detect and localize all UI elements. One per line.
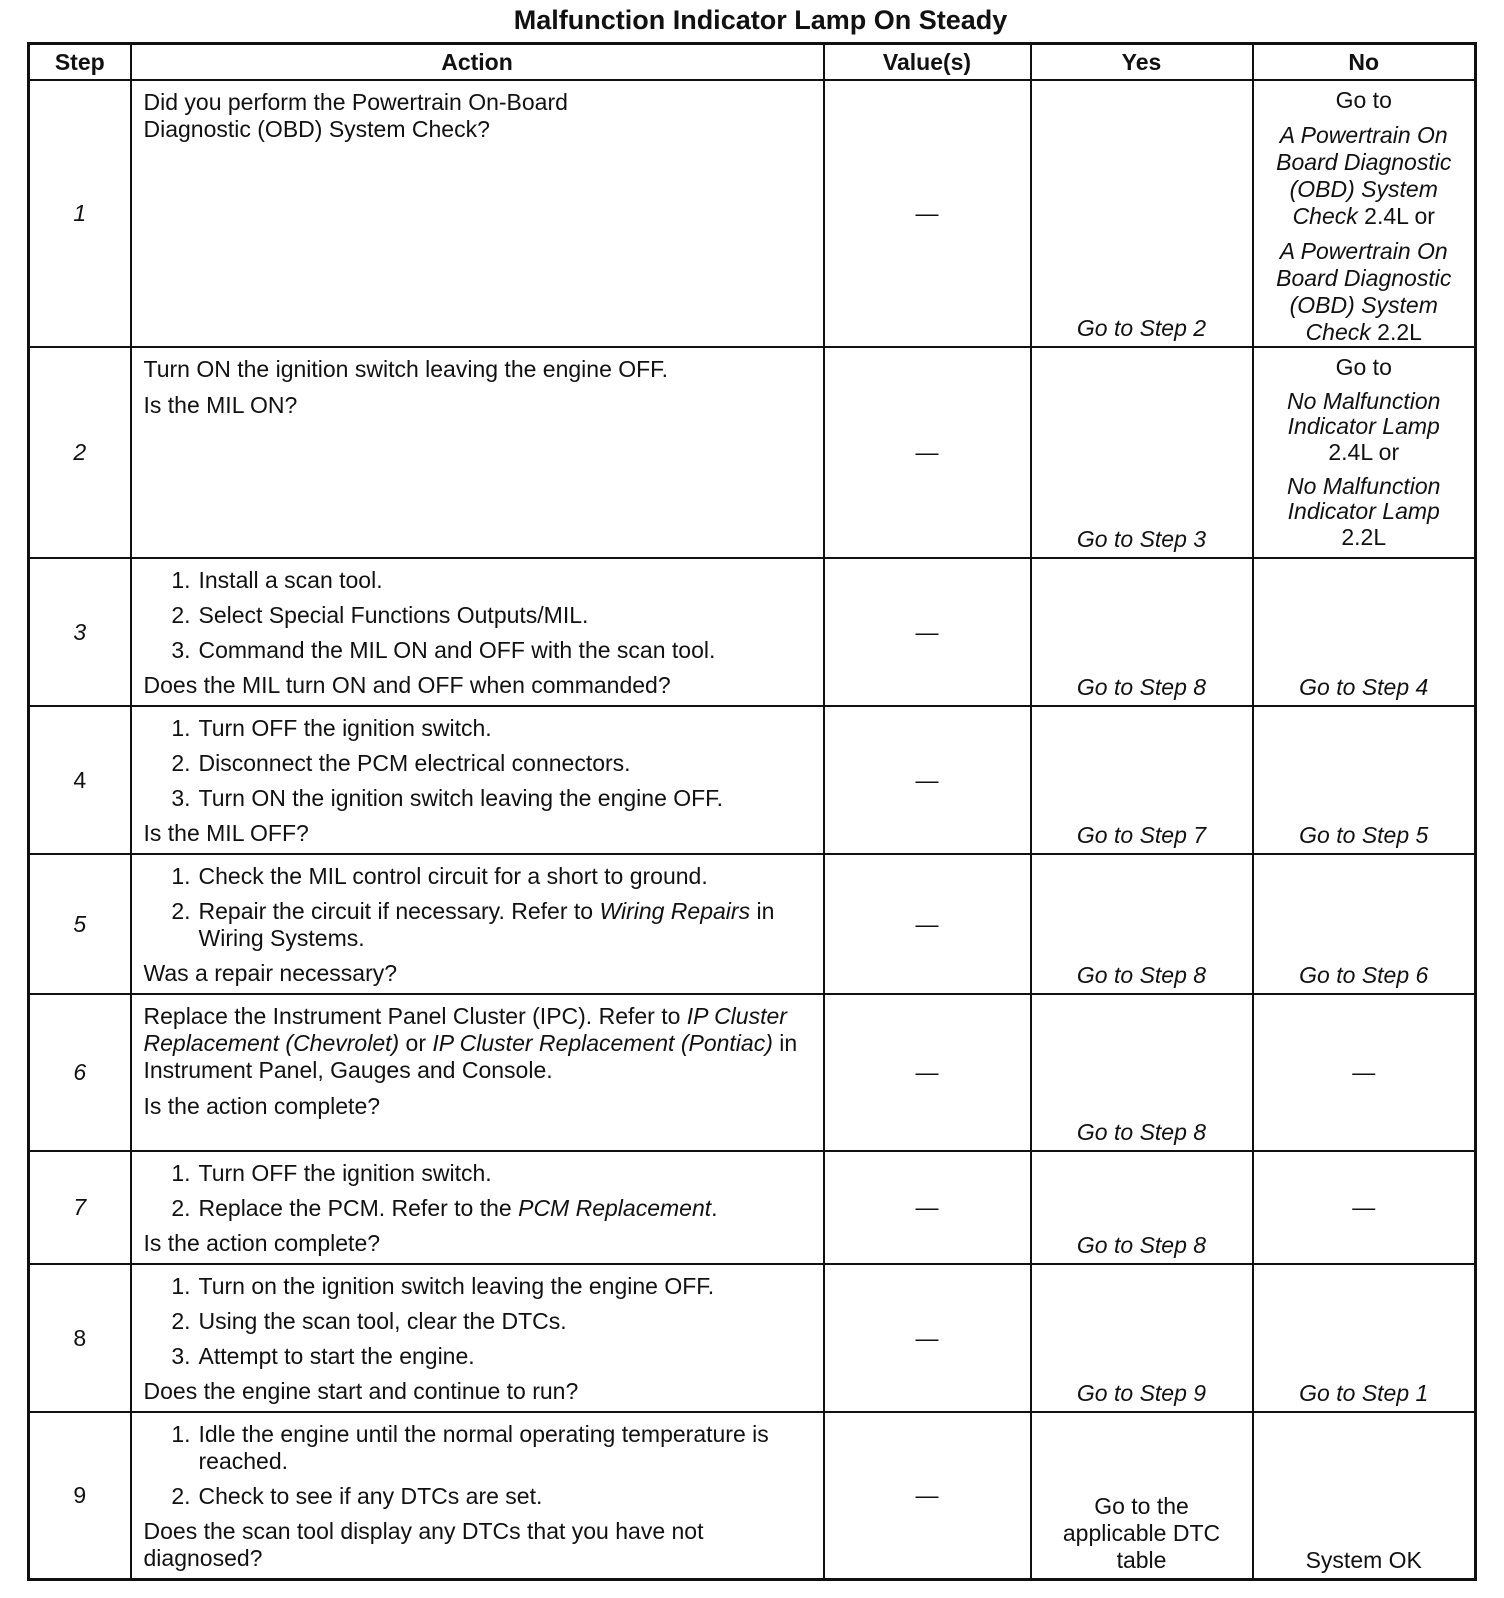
- list-item: 1. Install a scan tool.: [171, 567, 383, 593]
- no-reference-suffix: 2.2L: [1341, 524, 1387, 550]
- no-system-ok: System OK: [1305, 1547, 1422, 1573]
- header-no: No: [1253, 44, 1476, 81]
- table-row-step-1: [29, 80, 1476, 347]
- no-cell: [1253, 558, 1476, 706]
- table-row-step-6: [29, 994, 1476, 1151]
- action-cell: [131, 558, 824, 706]
- no-reference-suffix: 2.4L or: [1364, 203, 1435, 229]
- yes-go-to-step: Go to Step 8: [1076, 1232, 1207, 1258]
- action-text: Replace the Instrument Panel Cluster (IPC). Refer to IP Cluster Replacement (Chevrolet) or IP Cluster Replacement (Pontiac) in Instrument Panel, Gauges and Console.: [143, 1003, 798, 1083]
- step-number: 7: [29, 1151, 131, 1264]
- no-go-to-label: Go to: [1335, 354, 1392, 380]
- diagnostic-table: [27, 42, 1477, 1581]
- list-item: 3. Turn ON the ignition switch leaving the engine OFF.: [171, 785, 724, 811]
- no-cell: [1253, 706, 1476, 854]
- yes-go-to-step: Go to Step 8: [1076, 962, 1207, 988]
- value-cell: —: [824, 558, 1031, 706]
- yes-go-to-step: Go to Step 8: [1076, 1119, 1207, 1145]
- no-go-to-step: Go to Step 1: [1299, 1380, 1429, 1406]
- action-question: Is the MIL OFF?: [143, 820, 309, 846]
- table-row-step-3: [29, 558, 1476, 706]
- no-go-to-step: Go to Step 4: [1299, 674, 1429, 700]
- action-cell: [131, 1412, 824, 1580]
- action-cell: [131, 854, 824, 994]
- table-row-step-7: [29, 1151, 1476, 1264]
- no-go-to-label: Go to: [1335, 87, 1392, 113]
- header-action: Action: [131, 44, 824, 81]
- no-reference-suffix: 2.2L: [1377, 319, 1422, 345]
- action-line: Diagnostic (OBD) System Check?: [143, 116, 490, 142]
- no-cell: —: [1253, 1151, 1476, 1264]
- yes-cell: [1031, 1151, 1253, 1264]
- ip-cluster-chevrolet-link[interactable]: IP Cluster Replacement (Chevrolet): [143, 1003, 787, 1056]
- list-item: 1. Turn OFF the ignition switch.: [171, 715, 492, 741]
- no-cell: [1253, 347, 1476, 558]
- yes-cell: [1031, 706, 1253, 854]
- list-item: 2. Select Special Functions Outputs/MIL.: [171, 602, 589, 628]
- table-row-step-5: [29, 854, 1476, 994]
- list-item: 2. Replace the PCM. Refer to the PCM Replacement.: [171, 1195, 718, 1221]
- list-item: 1. Turn on the ignition switch leaving the engine OFF.: [171, 1273, 715, 1299]
- no-cell: [1253, 1412, 1476, 1580]
- no-go-to-step: Go to Step 6: [1299, 962, 1429, 988]
- yes-go-to-step: Go to Step 7: [1076, 822, 1207, 848]
- list-item: 2. Disconnect the PCM electrical connectors.: [171, 750, 631, 776]
- header-step: Step: [29, 44, 131, 81]
- document-title: Malfunction Indicator Lamp On Steady: [513, 5, 1008, 35]
- list-item: 2. Repair the circuit if necessary. Refer to Wiring Repairs in Wiring Systems.: [171, 898, 775, 951]
- action-question: Does the scan tool display any DTCs that you have not diagnosed?: [143, 1518, 704, 1571]
- no-cell: [1253, 854, 1476, 994]
- list-item: 2. Using the scan tool, clear the DTCs.: [171, 1308, 567, 1334]
- action-cell: [131, 706, 824, 854]
- wiring-repairs-link[interactable]: Wiring Repairs: [599, 898, 751, 924]
- table-row-step-9: [29, 1412, 1476, 1580]
- action-question: Is the MIL ON?: [143, 392, 298, 418]
- header-values: Value(s): [824, 44, 1031, 81]
- step-number: 2: [29, 347, 131, 558]
- yes-go-to-step: Go to Step 3: [1076, 526, 1207, 552]
- table-row-step-2: [29, 347, 1476, 558]
- step-number: 5: [29, 854, 131, 994]
- list-item: 1. Idle the engine until the normal operating temperature is reached.: [171, 1421, 769, 1474]
- value-cell: —: [824, 347, 1031, 558]
- list-item: 1. Check the MIL control circuit for a short to ground.: [171, 863, 708, 889]
- yes-go-to-step: Go to Step 2: [1076, 315, 1207, 341]
- yes-cell: [1031, 80, 1253, 347]
- action-cell: [131, 347, 824, 558]
- list-item: 1. Turn OFF the ignition switch.: [171, 1160, 492, 1186]
- action-cell: [131, 80, 824, 347]
- yes-go-to-step: Go to Step 9: [1076, 1380, 1207, 1406]
- no-reference-link[interactable]: A Powertrain On Board Diagnostic (OBD) System Check: [1276, 238, 1452, 345]
- step-number: 1: [29, 80, 131, 347]
- action-cell: [131, 994, 824, 1151]
- header-yes: Yes: [1031, 44, 1253, 81]
- step-number: 8: [29, 1264, 131, 1412]
- value-cell: —: [824, 1151, 1031, 1264]
- no-go-to-step: Go to Step 5: [1299, 822, 1429, 848]
- action-cell: [131, 1264, 824, 1412]
- action-question: Does the MIL turn ON and OFF when commanded?: [143, 672, 671, 698]
- list-item: 2. Check to see if any DTCs are set.: [171, 1483, 543, 1509]
- table-row-step-4: [29, 706, 1476, 854]
- ip-cluster-pontiac-link[interactable]: IP Cluster Replacement (Pontiac): [432, 1030, 773, 1056]
- value-cell: —: [824, 854, 1031, 994]
- no-reference-link[interactable]: No Malfunction Indicator Lamp: [1287, 473, 1441, 524]
- value-cell: —: [824, 1264, 1031, 1412]
- no-cell: —: [1253, 994, 1476, 1151]
- table-row-step-8: [29, 1264, 1476, 1412]
- yes-cell: [1031, 1412, 1253, 1580]
- step-number: 6: [29, 994, 131, 1151]
- yes-cell: [1031, 347, 1253, 558]
- action-question: Was a repair necessary?: [143, 960, 398, 986]
- yes-cell: [1031, 558, 1253, 706]
- action-cell: [131, 1151, 824, 1264]
- value-cell: —: [824, 706, 1031, 854]
- step-number: 4: [29, 706, 131, 854]
- yes-cell: [1031, 854, 1253, 994]
- yes-go-to-dtc-table: Go to the applicable DTC table: [1062, 1493, 1221, 1573]
- pcm-replacement-link[interactable]: PCM Replacement: [518, 1195, 712, 1221]
- no-reference-suffix: 2.4L or: [1328, 439, 1400, 465]
- list-item: 3. Command the MIL ON and OFF with the scan tool.: [171, 637, 716, 663]
- action-question: Is the action complete?: [143, 1093, 381, 1119]
- no-cell: [1253, 1264, 1476, 1412]
- value-cell: —: [824, 80, 1031, 347]
- action-question: Does the engine start and continue to run?: [143, 1378, 579, 1404]
- no-cell: [1253, 80, 1476, 347]
- yes-cell: [1031, 1264, 1253, 1412]
- no-reference-link[interactable]: No Malfunction Indicator Lamp: [1287, 388, 1441, 439]
- yes-cell: [1031, 994, 1253, 1151]
- yes-go-to-step: Go to Step 8: [1076, 674, 1207, 700]
- value-cell: —: [824, 994, 1031, 1151]
- list-item: 3. Attempt to start the engine.: [171, 1343, 475, 1369]
- no-reference-link[interactable]: A Powertrain On Board Diagnostic (OBD) System Check: [1276, 122, 1452, 229]
- step-number: 9: [29, 1412, 131, 1580]
- step-number: 3: [29, 558, 131, 706]
- action-question: Is the action complete?: [143, 1230, 381, 1256]
- action-line: Did you perform the Powertrain On-Board: [143, 89, 568, 115]
- action-line: Turn ON the ignition switch leaving the engine OFF.: [143, 356, 669, 382]
- value-cell: —: [824, 1412, 1031, 1580]
- table-header-row: [29, 44, 1476, 81]
